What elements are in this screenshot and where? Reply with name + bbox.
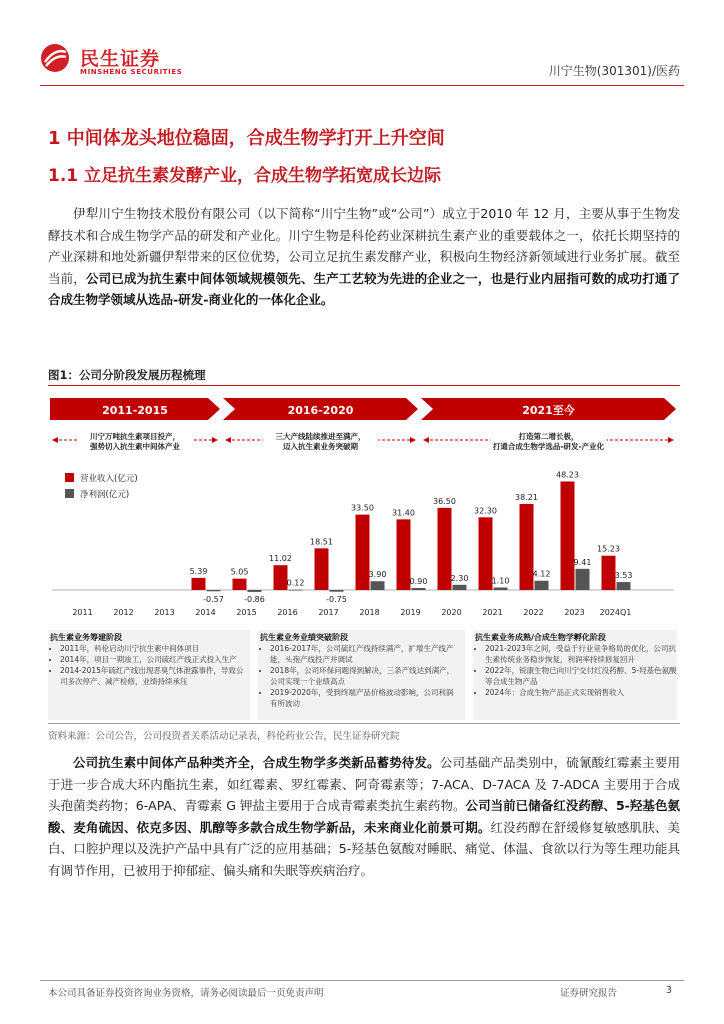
- intro-paragraph: [48, 203, 680, 311]
- revenue-label: 48.23: [556, 470, 579, 480]
- revenue-bar: [192, 578, 206, 590]
- legend-label: 净利润(亿元): [80, 490, 130, 500]
- profit-label: 9.41: [573, 557, 592, 567]
- x-tick-label: 2015: [236, 608, 257, 617]
- x-tick-label: 2012: [113, 608, 134, 617]
- profit-bar: [207, 590, 221, 591]
- phase-note-line: 迈入抗生素业务突破期: [283, 442, 358, 451]
- revenue-bar: [274, 565, 288, 590]
- stage-note-item: • 2011年，科伦启动川宁抗生素中间体项目: [60, 643, 245, 654]
- revenue-bar: [315, 548, 329, 590]
- stage-note-1: [50, 632, 245, 687]
- figure-bottom-rule: [48, 723, 680, 724]
- revenue-bar: [561, 481, 575, 590]
- stage-note-title: 抗生素业务业绩突破阶段: [260, 633, 348, 642]
- profit-label: -0.86: [244, 595, 265, 604]
- phase-label: 2016-2020: [287, 404, 354, 417]
- profit-bar: [535, 581, 549, 590]
- revenue-label: 15.23: [597, 544, 620, 554]
- phase-note-line: 三大产线陆续推进至满产，: [275, 432, 366, 441]
- stage-note-item: • 2018年，公司环保问题得到解决，三条产线达到满产，公司实现一个业绩高点: [270, 665, 460, 687]
- profit-label: 2.30: [450, 573, 469, 583]
- revenue-bar: [602, 556, 616, 590]
- section-heading: 1 中间体龙头地位稳固，合成生物学打开上升空间: [48, 128, 445, 149]
- profit-bar: [576, 569, 590, 590]
- x-tick-label: 2022: [523, 608, 544, 617]
- profit-label: 3.90: [368, 570, 387, 580]
- profit-bar: [453, 585, 467, 590]
- profit-label: 0.12: [286, 578, 305, 588]
- header-divider: [40, 85, 684, 86]
- figure-title: 图1：公司分阶段发展历程梳理: [48, 368, 206, 382]
- arrow-left-icon: [225, 437, 231, 443]
- revenue-label: 18.51: [310, 537, 333, 547]
- x-tick-label: 2018: [359, 608, 380, 617]
- arrow-right-icon: [668, 437, 674, 443]
- phase-label: 2011-2015: [102, 404, 168, 417]
- x-tick-label: 2023: [564, 608, 585, 617]
- revenue-label: 5.05: [230, 567, 249, 577]
- x-tick-label: 2021: [482, 608, 503, 617]
- report-type: 证券研究报告: [560, 988, 618, 999]
- profit-label: 4.12: [532, 569, 551, 579]
- x-tick-label: 2020: [441, 608, 462, 617]
- profit-bar: [494, 588, 508, 590]
- x-tick-label: 2016: [277, 608, 298, 617]
- arrow-right-icon: [212, 437, 218, 443]
- phase-note-line: 川宁万吨抗生素项目投产，: [90, 432, 180, 441]
- figure-top-rule: [48, 385, 680, 386]
- stage-note-item: • 2019-2020年，受到终端产品价格波动影响，公司利润有所波动: [270, 687, 460, 709]
- x-tick-label: 2017: [318, 608, 339, 617]
- stage-note-3: [475, 632, 677, 698]
- stage-note-item: • 2022年，锐康生物已向川宁交付红没药醇、5-羟基色氨酸等合成生物产品: [485, 665, 677, 687]
- phase-note-line: 强势切入抗生素中间体产业: [90, 442, 180, 451]
- products-paragraph: [48, 752, 680, 881]
- profit-label: -0.75: [326, 595, 347, 604]
- x-tick-label: 2011: [72, 608, 93, 617]
- profit-bar: [248, 590, 262, 592]
- stage-note-title: 抗生素业务成熟/合成生物学孵化阶段: [475, 633, 606, 642]
- disclaimer-note: 本公司具备证券投资咨询业务资格，请务必阅读最后一页免责声明: [48, 988, 324, 999]
- logo-subtext: MINSHENG SECURITIES: [80, 68, 183, 76]
- profit-bar: [289, 590, 303, 591]
- stage-note-2: [260, 632, 460, 709]
- revenue-bar: [233, 579, 247, 590]
- intro-bold-text: 公司已成为抗生素中间体领域规模领先、生产工艺较为先进的企业之一，也是行业内屈指可数的成功打通了合成生物学领域从选品-研发-商业化的一体化企业。: [48, 270, 680, 307]
- profit-bar: [371, 581, 385, 590]
- revenue-label: 5.39: [189, 566, 208, 576]
- subsection-heading: 1.1 立足抗生素发酵产业，合成生物学拓宽成长边际: [48, 166, 442, 186]
- products-text-1: 公司基础产品类别中，硫氰酸红霉素主要用于进一步合成大环内酯抗生素，如红霉素、罗红霉素、阿奇霉素等；7-ACA、D-7ACA 及 7-ADCA 主要用于合成头孢菌类药物；6-APA、青霉素 G 钾盐主要用于合成青霉素类抗生素药物。: [48, 755, 680, 813]
- figure-source: 资料来源：公司公告，公司投资者关系活动记录表，科伦药业公告，民生证券研究院: [48, 731, 400, 742]
- profit-label: 3.53: [614, 571, 633, 581]
- x-tick-label: 2019: [400, 608, 421, 617]
- page-number: 3: [666, 985, 673, 996]
- profit-bar: [330, 590, 344, 592]
- arrow-right-icon: [410, 437, 416, 443]
- footer-divider: [40, 980, 684, 981]
- stage-note-title: 抗生素业务筹建阶段: [50, 633, 122, 642]
- profit-label: -0.57: [203, 595, 224, 604]
- revenue-label: 32.30: [474, 506, 497, 516]
- revenue-bar: [438, 508, 452, 590]
- phase-note-line: 打通合成生物学选品-研发-产业化: [492, 442, 605, 451]
- revenue-bar: [397, 519, 411, 590]
- phase-label: 2021至今: [522, 404, 575, 417]
- products-text-2: 红没药醇在舒缓修复敏感肌肤、美白、口腔护理以及洗护产品中具有广泛的应用基础；5-羟基色氨酸对睡眠、痛觉、体温、食欲以行为等生理功能具有调节作用，已被用于抑郁症、偏头痛和失眠等疾病治疗。: [48, 819, 680, 878]
- profit-label: 1.10: [491, 576, 510, 586]
- stage-note-item: • 2016-2017年，公司硫红产线持续满产，扩增生产线产能，头孢产线投产并调试: [270, 643, 460, 665]
- stage-note-item: • 2021-2023年之间，受益于行业竞争格局的优化，公司抗生素传统业务稳步恢复，利润率持续修复回升: [485, 643, 677, 665]
- phase-note-line: 打造第二增长极，: [518, 432, 579, 441]
- minsheng-logo-icon: [40, 43, 70, 73]
- revenue-bar: [356, 515, 370, 590]
- report-subject: 川宁生物(301301)/医药: [548, 64, 680, 78]
- intro-text: 伊犁川宁生物技术股份有限公司（以下简称“川宁生物”或“公司”）成立于2010 年 12 月，主要从事于生物发酵技术和合成生物学产品的研发和产业化。川宁生物是科伦药业深耕抗生素产业的重要载体之一，依托长期坚持的产业深耕和地处新疆伊犁带来的区位优势，公司立足抗生素发酵产业，积极向生物经济新领域进行业务扩展。截至当前，: [48, 206, 680, 286]
- arrow-left-icon: [52, 437, 58, 443]
- revenue-label: 36.50: [433, 496, 456, 506]
- products-bold-2: 公司当前已储备红没药醇、5-羟基色氨酸、麦角硫因、依克多因、肌醇等多款合成生物学新品，未来商业化前景可期。: [48, 798, 680, 835]
- x-tick-label: 2013: [154, 608, 175, 617]
- products-bold-1: 公司抗生素中间体产品种类齐全，合成生物学多类新品蓄势待发。: [73, 755, 440, 770]
- x-tick-label: 2024Q1: [599, 608, 632, 617]
- profit-bar: [617, 582, 631, 590]
- legend-label: 营业收入(亿元): [80, 474, 138, 484]
- logo-text: 民生证券: [80, 48, 161, 70]
- revenue-label: 31.40: [392, 508, 415, 518]
- x-tick-label: 2014: [195, 608, 216, 617]
- revenue-bar: [520, 504, 534, 590]
- legend-swatch: [65, 489, 74, 498]
- legend-swatch: [65, 473, 74, 482]
- revenue-bar: [479, 517, 493, 590]
- arrow-left-icon: [423, 437, 429, 443]
- revenue-label: 38.21: [515, 493, 538, 503]
- stage-note-item: • 2014年，项目一期竣工，公司硫红产线正式投入生产: [60, 654, 245, 665]
- revenue-label: 33.50: [351, 503, 374, 513]
- revenue-label: 11.02: [269, 554, 292, 564]
- profit-bar: [412, 588, 426, 590]
- profit-label: 0.90: [409, 576, 428, 586]
- stage-note-item: • 2014-2015年硫红产线出现恶臭气体泄露事件，导致公司多次停产、减产检修，业绩持续承压: [60, 665, 245, 687]
- stage-note-item: • 2024年：合成生物产品正式实现销售收入: [485, 687, 677, 698]
